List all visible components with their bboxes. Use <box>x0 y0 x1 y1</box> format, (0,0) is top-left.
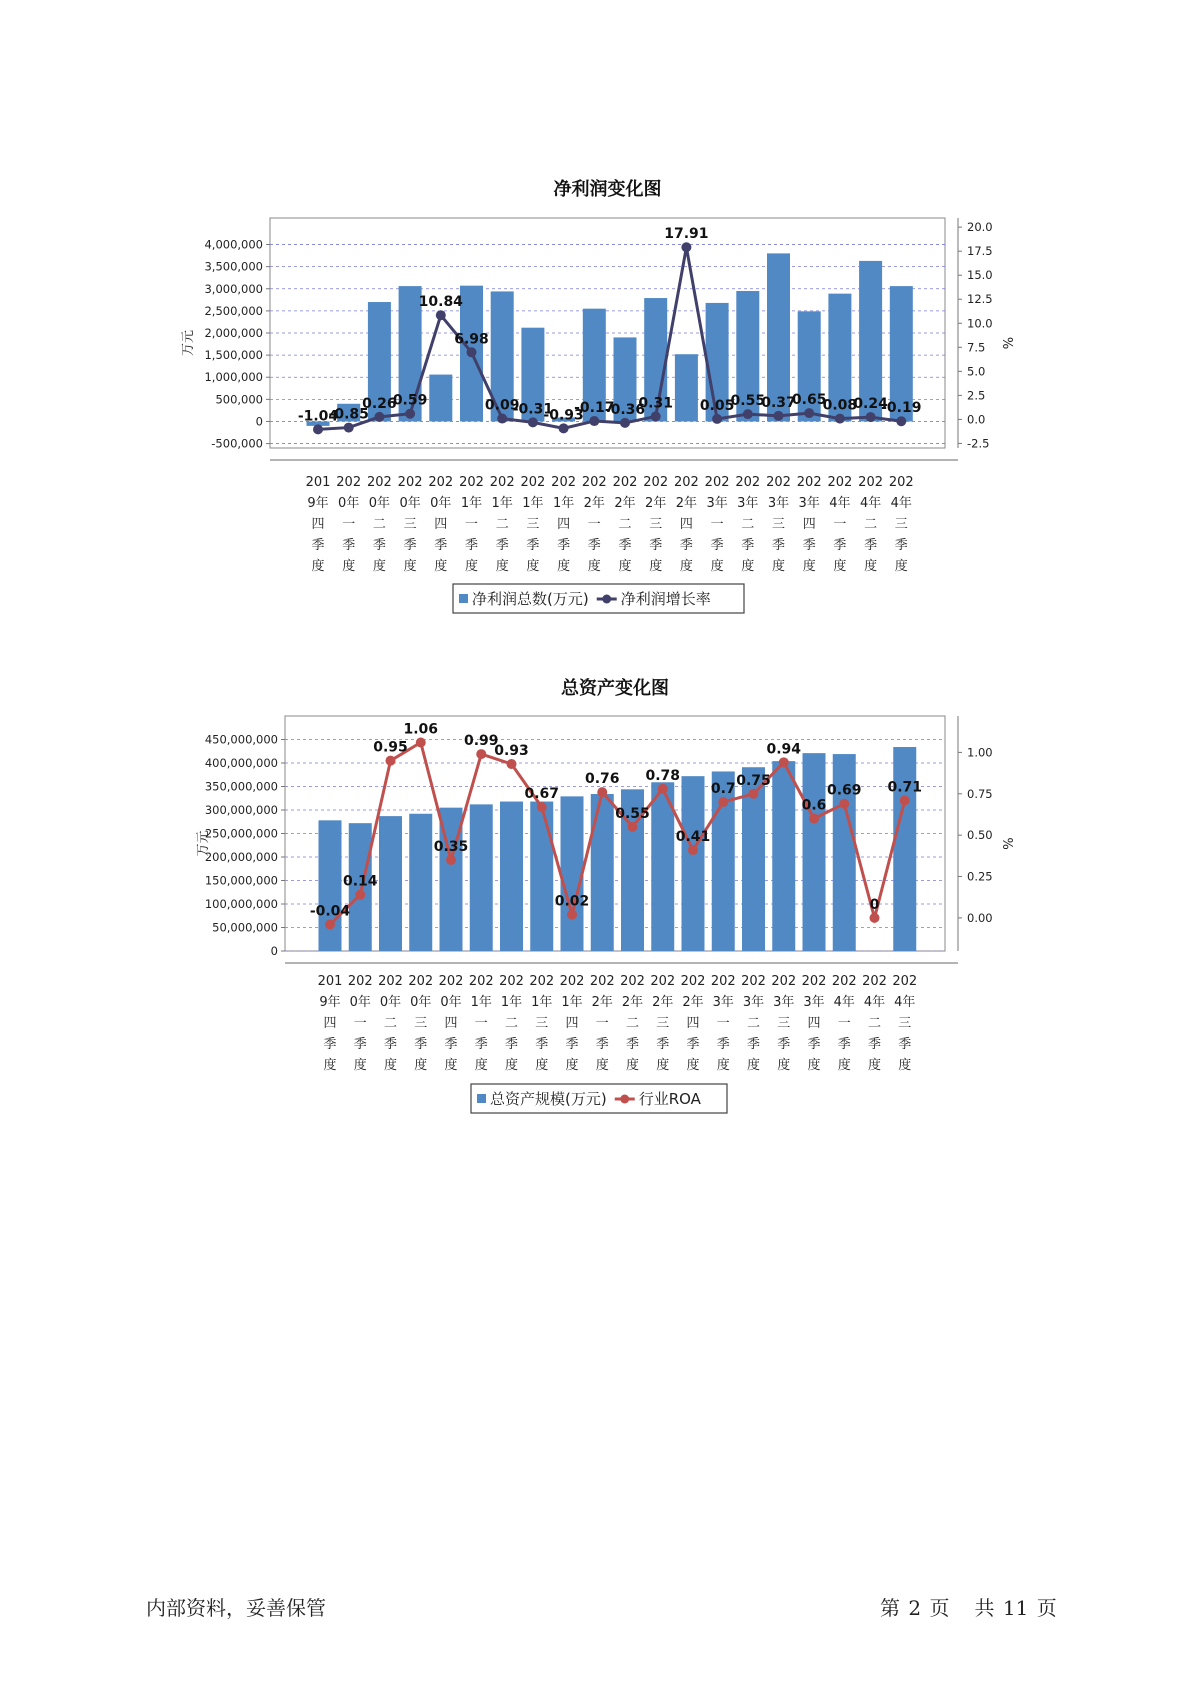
line-point <box>355 890 365 900</box>
x-tick-label: 202 0年三季度 <box>408 974 434 1073</box>
x-tick-label: 202 2年二季度 <box>620 974 645 1073</box>
total-suffix: 页 <box>1036 1596 1057 1620</box>
line-point <box>497 414 507 424</box>
y-tick-label: 250,000,000 <box>204 826 278 841</box>
page-suffix: 页 <box>929 1596 950 1620</box>
line-point <box>718 797 728 807</box>
x-tick-label: 202 1年二季度 <box>489 475 515 574</box>
data-label: 0.99 <box>463 733 499 750</box>
data-label: 0.41 <box>675 829 711 846</box>
x-tick-label: 202 0年二季度 <box>378 974 403 1073</box>
x-tick-label: 202 0年三季度 <box>397 475 423 574</box>
line-point <box>774 411 784 421</box>
y-tick-label: 150,000,000 <box>204 873 278 888</box>
legend-bar-label: 总资产规模(万元) <box>490 1090 607 1108</box>
data-label: 0.31 <box>638 395 673 412</box>
line-point <box>313 424 323 434</box>
y-axis-label: 万元 <box>181 329 196 357</box>
data-label: -0.36 <box>604 401 646 418</box>
data-label: 0.24 <box>853 396 888 413</box>
legend-bar-label: 净利润总数(万元) <box>472 590 589 608</box>
footer-confidential-note: 内部资料，妥善保管 <box>146 1596 326 1620</box>
bar <box>803 753 826 951</box>
y-tick-label: 0 <box>270 944 278 958</box>
x-tick-label: 202 0年二季度 <box>366 475 392 574</box>
legend-bar-swatch <box>477 1094 486 1103</box>
data-label: 6.98 <box>454 331 489 348</box>
y-tick-label: 2,000,000 <box>204 326 263 340</box>
x-tick-label: 202 4年一季度 <box>827 475 853 574</box>
x-tick-label: 202 3年一季度 <box>704 475 730 574</box>
data-label: -0.19 <box>881 400 922 417</box>
bar <box>319 820 342 951</box>
line-point <box>866 412 876 422</box>
y2-tick-label: 20.0 <box>967 220 993 235</box>
x-tick-label: 202 0年一季度 <box>347 974 373 1073</box>
y-tick-label: 500,000 <box>215 392 263 407</box>
y-tick-label: 1,500,000 <box>204 348 263 363</box>
bar <box>591 794 614 951</box>
line-point <box>688 845 698 855</box>
y-tick-label: 50,000,000 <box>212 920 278 935</box>
page-number: 2 <box>908 1596 922 1620</box>
y-tick-label: 450,000,000 <box>204 732 278 747</box>
x-tick-label: 201 9年四季度 <box>317 974 343 1073</box>
legend-line-marker <box>602 595 611 604</box>
x-tick-label: 202 1年一季度 <box>468 974 494 1073</box>
legend-line-label: 行业ROA <box>638 1090 701 1108</box>
footer-page-indicator <box>880 1592 1057 1621</box>
y-tick-label: 200,000,000 <box>204 850 278 864</box>
chart-title: 总资产变化图 <box>561 678 669 699</box>
x-tick-label: 202 3年三季度 <box>766 475 791 574</box>
y2-tick-label: 7.5 <box>967 340 986 355</box>
x-tick-label: 202 2年三季度 <box>643 475 669 574</box>
line-point <box>658 784 668 794</box>
data-label: 0.59 <box>392 392 428 409</box>
y2-axis-label: % <box>1002 837 1017 850</box>
x-tick-label: 202 0年四季度 <box>438 974 464 1073</box>
data-label: 0.7 <box>710 781 736 798</box>
x-tick-label: 202 1年四季度 <box>559 974 585 1073</box>
x-tick-label: 202 4年一季度 <box>831 974 857 1073</box>
data-label: 0.67 <box>524 786 560 803</box>
line-point <box>681 242 691 252</box>
line-point <box>779 757 789 767</box>
y-axis-label: 万元 <box>196 830 211 857</box>
line-point <box>344 423 354 433</box>
data-label: 0.55 <box>730 393 766 410</box>
line-point <box>528 417 538 427</box>
data-label: -0.04 <box>309 903 351 920</box>
y-tick-label: 4,000,000 <box>204 237 263 252</box>
x-tick-label: 202 1年二季度 <box>499 974 524 1073</box>
total-assets-chart <box>0 640 1191 1140</box>
line-point <box>628 822 638 832</box>
line-point <box>405 409 415 419</box>
x-tick-label: 202 3年二季度 <box>741 974 766 1073</box>
x-tick-label: 202 3年四季度 <box>801 974 827 1073</box>
x-tick-label: 202 2年一季度 <box>589 974 615 1073</box>
total-prefix: 共 <box>974 1596 995 1620</box>
bar <box>409 814 432 951</box>
line-point <box>416 737 426 747</box>
y-tick-label: 2,500,000 <box>204 303 263 318</box>
x-tick-label: 202 2年三季度 <box>650 974 676 1073</box>
y2-tick-label: 15.0 <box>967 268 993 283</box>
bar <box>682 776 705 951</box>
x-tick-label: 202 3年三季度 <box>771 974 797 1073</box>
y2-tick-label: 2.5 <box>967 388 986 403</box>
data-label: 0.35 <box>433 838 469 855</box>
line-point <box>446 855 456 865</box>
bar <box>500 802 523 951</box>
page-prefix: 第 <box>880 1596 900 1620</box>
chart-title: 净利润变化图 <box>553 179 662 200</box>
line-point <box>896 416 906 426</box>
bar <box>379 816 402 951</box>
bar <box>893 747 916 951</box>
y2-tick-label: 10.0 <box>967 316 993 331</box>
line-point <box>743 409 753 419</box>
legend-bar-swatch <box>459 594 468 603</box>
x-tick-label: 202 4年三季度 <box>892 974 918 1073</box>
x-tick-label: 202 2年四季度 <box>673 475 699 574</box>
y2-tick-label: 0.00 <box>967 910 993 925</box>
x-tick-label: 201 9年四季度 <box>305 475 331 574</box>
data-label: 0.26 <box>362 395 397 412</box>
y-tick-label: 1,000,000 <box>204 370 263 385</box>
line-point <box>507 759 517 769</box>
data-label: 0.05 <box>699 397 735 414</box>
y-tick-label: -500,000 <box>211 436 263 451</box>
legend-line-marker <box>620 1095 629 1104</box>
y2-tick-label: 5.0 <box>967 364 986 379</box>
data-label: 0.95 <box>373 739 408 756</box>
data-label: 0.75 <box>736 772 771 789</box>
y-tick-label: 3,500,000 <box>204 259 263 274</box>
line-point <box>620 418 630 428</box>
x-tick-label: 202 3年四季度 <box>796 475 822 574</box>
data-label: 0 <box>869 896 880 913</box>
x-tick-label: 202 1年三季度 <box>529 974 555 1073</box>
line-point <box>870 913 880 923</box>
line-point <box>325 920 335 930</box>
data-label: 0.6 <box>801 797 827 814</box>
total-pages: 11 <box>1002 1596 1029 1620</box>
data-label: 1.06 <box>403 721 439 738</box>
y2-tick-label: 0.0 <box>967 412 986 427</box>
line-point <box>839 799 849 809</box>
data-label: 0.78 <box>645 767 681 784</box>
line-point <box>567 910 577 920</box>
line-point <box>537 802 547 812</box>
x-tick-label: 202 4年二季度 <box>858 475 884 574</box>
y2-tick-label: 0.25 <box>967 869 993 884</box>
line-point <box>804 408 814 418</box>
x-tick-label: 202 3年二季度 <box>735 475 761 574</box>
x-tick-label: 202 1年四季度 <box>551 475 577 574</box>
x-tick-label: 202 2年二季度 <box>612 475 638 574</box>
line-point <box>559 423 569 433</box>
data-label: 0.37 <box>761 394 796 411</box>
y2-tick-label: 0.50 <box>967 828 993 843</box>
x-tick-label: 202 4年二季度 <box>862 974 887 1073</box>
data-label: -0.93 <box>543 407 584 424</box>
y-tick-label: 400,000,000 <box>204 756 278 770</box>
data-label: -0.31 <box>512 401 554 418</box>
x-tick-label: 202 1年一季度 <box>459 475 484 574</box>
data-label: 0.02 <box>554 893 590 910</box>
y2-tick-label: 0.75 <box>967 786 993 801</box>
line-point <box>386 756 396 766</box>
line-point <box>900 795 910 805</box>
x-tick-label: 202 2年一季度 <box>581 475 607 574</box>
bar <box>675 354 698 421</box>
y-tick-label: 300,000,000 <box>204 803 278 817</box>
line-point <box>436 310 446 320</box>
line-point <box>589 416 599 426</box>
line-point <box>835 414 845 424</box>
line-point <box>809 814 819 824</box>
line-point <box>712 414 722 424</box>
data-label: -1.04 <box>297 408 339 425</box>
y-tick-label: 350,000,000 <box>204 779 278 794</box>
data-label: 0.76 <box>584 771 620 788</box>
data-label: 0.69 <box>826 782 862 799</box>
bar <box>429 375 452 422</box>
y2-tick-label: -2.5 <box>967 436 990 451</box>
data-label: 0.55 <box>615 805 650 822</box>
line-point <box>749 789 759 799</box>
data-label: 0.09 <box>484 397 520 414</box>
bar <box>530 802 553 951</box>
bar <box>772 761 795 951</box>
y2-tick-label: 1.00 <box>967 745 993 760</box>
data-label: 0.71 <box>887 779 923 796</box>
data-label: 17.91 <box>664 226 709 243</box>
y2-axis-label: % <box>1002 336 1017 350</box>
line-point <box>467 347 477 357</box>
y2-tick-label: 12.5 <box>967 292 993 307</box>
data-label: 0.93 <box>494 742 529 759</box>
x-tick-label: 202 4年三季度 <box>888 475 914 574</box>
y-tick-label: 100,000,000 <box>204 897 278 911</box>
x-tick-label: 202 0年四季度 <box>428 475 454 574</box>
x-tick-label: 202 3年一季度 <box>710 974 736 1073</box>
data-label: 0.65 <box>791 392 827 409</box>
y-tick-label: 3,000,000 <box>204 281 263 296</box>
line-point <box>476 749 486 759</box>
bar <box>561 796 584 951</box>
data-label: 10.84 <box>418 294 463 311</box>
data-label: 0.94 <box>766 741 802 758</box>
x-tick-label: 202 2年四季度 <box>680 974 706 1073</box>
data-label: 0.08 <box>822 397 858 414</box>
x-tick-label: 202 1年三季度 <box>520 475 546 574</box>
y-tick-label: 0 <box>255 414 263 429</box>
y2-tick-label: 17.5 <box>967 244 993 259</box>
line-point <box>374 412 384 422</box>
data-label: 0.14 <box>342 873 378 890</box>
data-label: -0.85 <box>328 406 369 423</box>
line-point <box>651 411 661 421</box>
x-tick-label: 202 0年一季度 <box>336 475 362 574</box>
line-point <box>597 787 607 797</box>
bar <box>470 804 493 951</box>
data-label: -0.17 <box>574 400 615 417</box>
legend-line-label: 净利润增长率 <box>620 590 711 608</box>
net-profit-chart <box>0 0 1191 640</box>
